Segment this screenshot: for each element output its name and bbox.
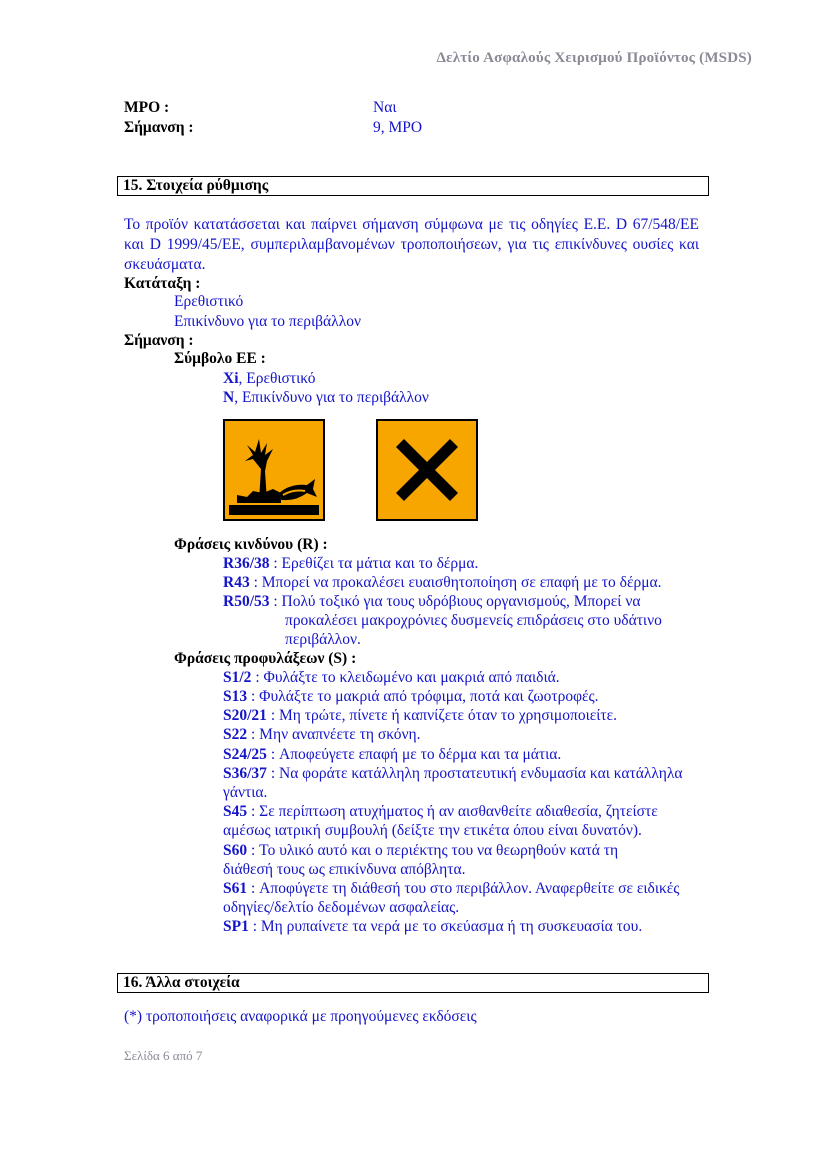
phrase-text: : Μην αναπνέετε τη σκόνη.: [247, 726, 421, 743]
revision-note: [124, 1007, 477, 1026]
phrase-text: : Αποφεύγετε επαφή με το δέρμα και τα μάτια.: [266, 746, 562, 763]
phrase-code: S22: [223, 726, 248, 743]
phrase-text: : Μπορεί να προκαλέσει ευαισθητοποίηση σε επαφή με το δέρμα.: [249, 574, 662, 591]
revision-marker: (*): [124, 1008, 143, 1025]
safety-phrase: [223, 841, 653, 879]
symbol-code: N: [223, 389, 235, 406]
risk-phrases-label: Φράσεις κινδύνου (R) :: [174, 536, 328, 553]
phrase-code: S36/37: [223, 765, 267, 782]
mpo-value: Ναι: [373, 99, 397, 116]
symbol-text: , Ερεθιστικό: [238, 370, 316, 387]
phrase-text: : Σε περίπτωση ατυχήματος ή αν αισθανθείτε αδιαθεσία, ζητείστε αμέσως ιατρική συμβουλή (δείξτε την ετικέτα όπου είναι δυνατόν).: [223, 803, 658, 839]
phrase-code: S24/25: [223, 746, 267, 763]
safety-phrases-label: Φράσεις προφυλάξεων (S) :: [174, 650, 357, 667]
phrase-text: : Φυλάξτε το μακριά από τρόφιμα, ποτά και ζωοτροφές.: [247, 688, 599, 705]
classification-item: Επικίνδυνο για το περιβάλλον: [174, 313, 361, 330]
risk-phrase: [223, 573, 703, 592]
phrase-code: S13: [223, 688, 248, 705]
safety-phrase: [223, 745, 718, 764]
phrase-code: R43: [223, 574, 250, 591]
marking-value: 9, ΜΡΟ: [373, 119, 423, 136]
risk-phrase: [223, 592, 703, 611]
safety-phrase: [223, 706, 718, 725]
section-15-intro: Το προϊόν κατατάσσεται και παίρνει σήμανση σύμφωνα με τις οδηγίες Ε.Ε. D 67/548/ΕΕ και D 1999/45/ΕΕ, συμπεριλαμβανομένων τροποποιήσεων, για τις επικίνδυνες ουσίες και σκευάσματα.: [124, 216, 699, 273]
phrase-code: R36/38: [223, 555, 270, 572]
safety-phrase: [223, 802, 693, 840]
risk-phrase-continuation: προκαλέσει μακροχρόνιες δυσμενείς επιδράσεις στο υδάτινο περιβάλλον.: [285, 612, 662, 648]
risk-phrase: [223, 554, 703, 573]
section-15-title: 15. Στοιχεία ρύθμισης: [117, 176, 709, 196]
eu-symbol-label: Σύμβολο ΕΕ :: [174, 350, 266, 367]
symbol-text: , Επικίνδυνο για το περιβάλλον: [234, 389, 429, 406]
classification-label: Κατάταξη :: [124, 275, 201, 292]
phrase-text: : Αποφύγετε τη διάθεσή του στο περιβάλλον. Αναφερθείτε σε ειδικές οδηγίες/δελτίο δεδομένων ασφαλείας.: [223, 880, 680, 916]
phrase-code: S45: [223, 803, 248, 820]
phrase-text: : Μη ρυπαίνετε τα νερά με το σκεύασμα ή τη συσκευασία του.: [248, 918, 643, 935]
document-header: Δελτίο Ασφαλούς Χειρισμού Προϊόντος (MSDS): [436, 50, 752, 66]
page-number: Σελίδα 6 από 7: [124, 1048, 203, 1063]
safety-phrase: [223, 764, 718, 802]
safety-phrase: [223, 879, 683, 917]
phrase-code: S61: [223, 880, 248, 897]
symbol-xi: [223, 369, 316, 388]
phrase-text: : Πολύ τοξικό για τους υδρόβιους οργανισμούς, Μπορεί να: [269, 593, 641, 610]
safety-phrase: [223, 687, 718, 706]
phrase-code: SP1: [223, 918, 249, 935]
phrase-code: R50/53: [223, 593, 270, 610]
safety-phrase: [223, 668, 718, 687]
phrase-text: : Φυλάξτε το κλειδωμένο και μακριά από παιδιά.: [251, 669, 560, 686]
marking-section-label: Σήμανση :: [124, 332, 194, 349]
phrase-code: S60: [223, 842, 248, 859]
irritant-x-icon: [376, 419, 478, 521]
section-16-title: 16. Άλλα στοιχεία: [117, 973, 709, 993]
mpo-label: ΜΡΟ :: [124, 99, 170, 116]
safety-phrase: [223, 917, 718, 936]
phrase-text: : Ερεθίζει τα μάτια και το δέρμα.: [269, 555, 479, 572]
classification-item: Ερεθιστικό: [174, 293, 244, 310]
environment-hazard-icon: [223, 419, 325, 521]
revision-text: τροποποιήσεις αναφορικά με προηγούμενες εκδόσεις: [142, 1008, 477, 1025]
phrase-text: : Μη τρώτε, πίνετε ή καπνίζετε όταν το χρησιμοποιείτε.: [266, 707, 618, 724]
symbol-n: [223, 388, 429, 407]
phrase-code: S1/2: [223, 669, 252, 686]
marking-label: Σήμανση :: [124, 119, 194, 136]
symbol-code: Xi: [223, 370, 239, 387]
phrase-code: S20/21: [223, 707, 267, 724]
phrase-text: : Το υλικό αυτό και ο περιέκτης του να θεωρηθούν κατά τη διάθεσή τους ως επικίνδυνα απόβλητα.: [223, 842, 619, 878]
phrase-text: : Να φοράτε κατάλληλη προστατευτική ενδυμασία και κατάλληλα γάντια.: [223, 765, 683, 801]
safety-phrase: [223, 725, 718, 744]
